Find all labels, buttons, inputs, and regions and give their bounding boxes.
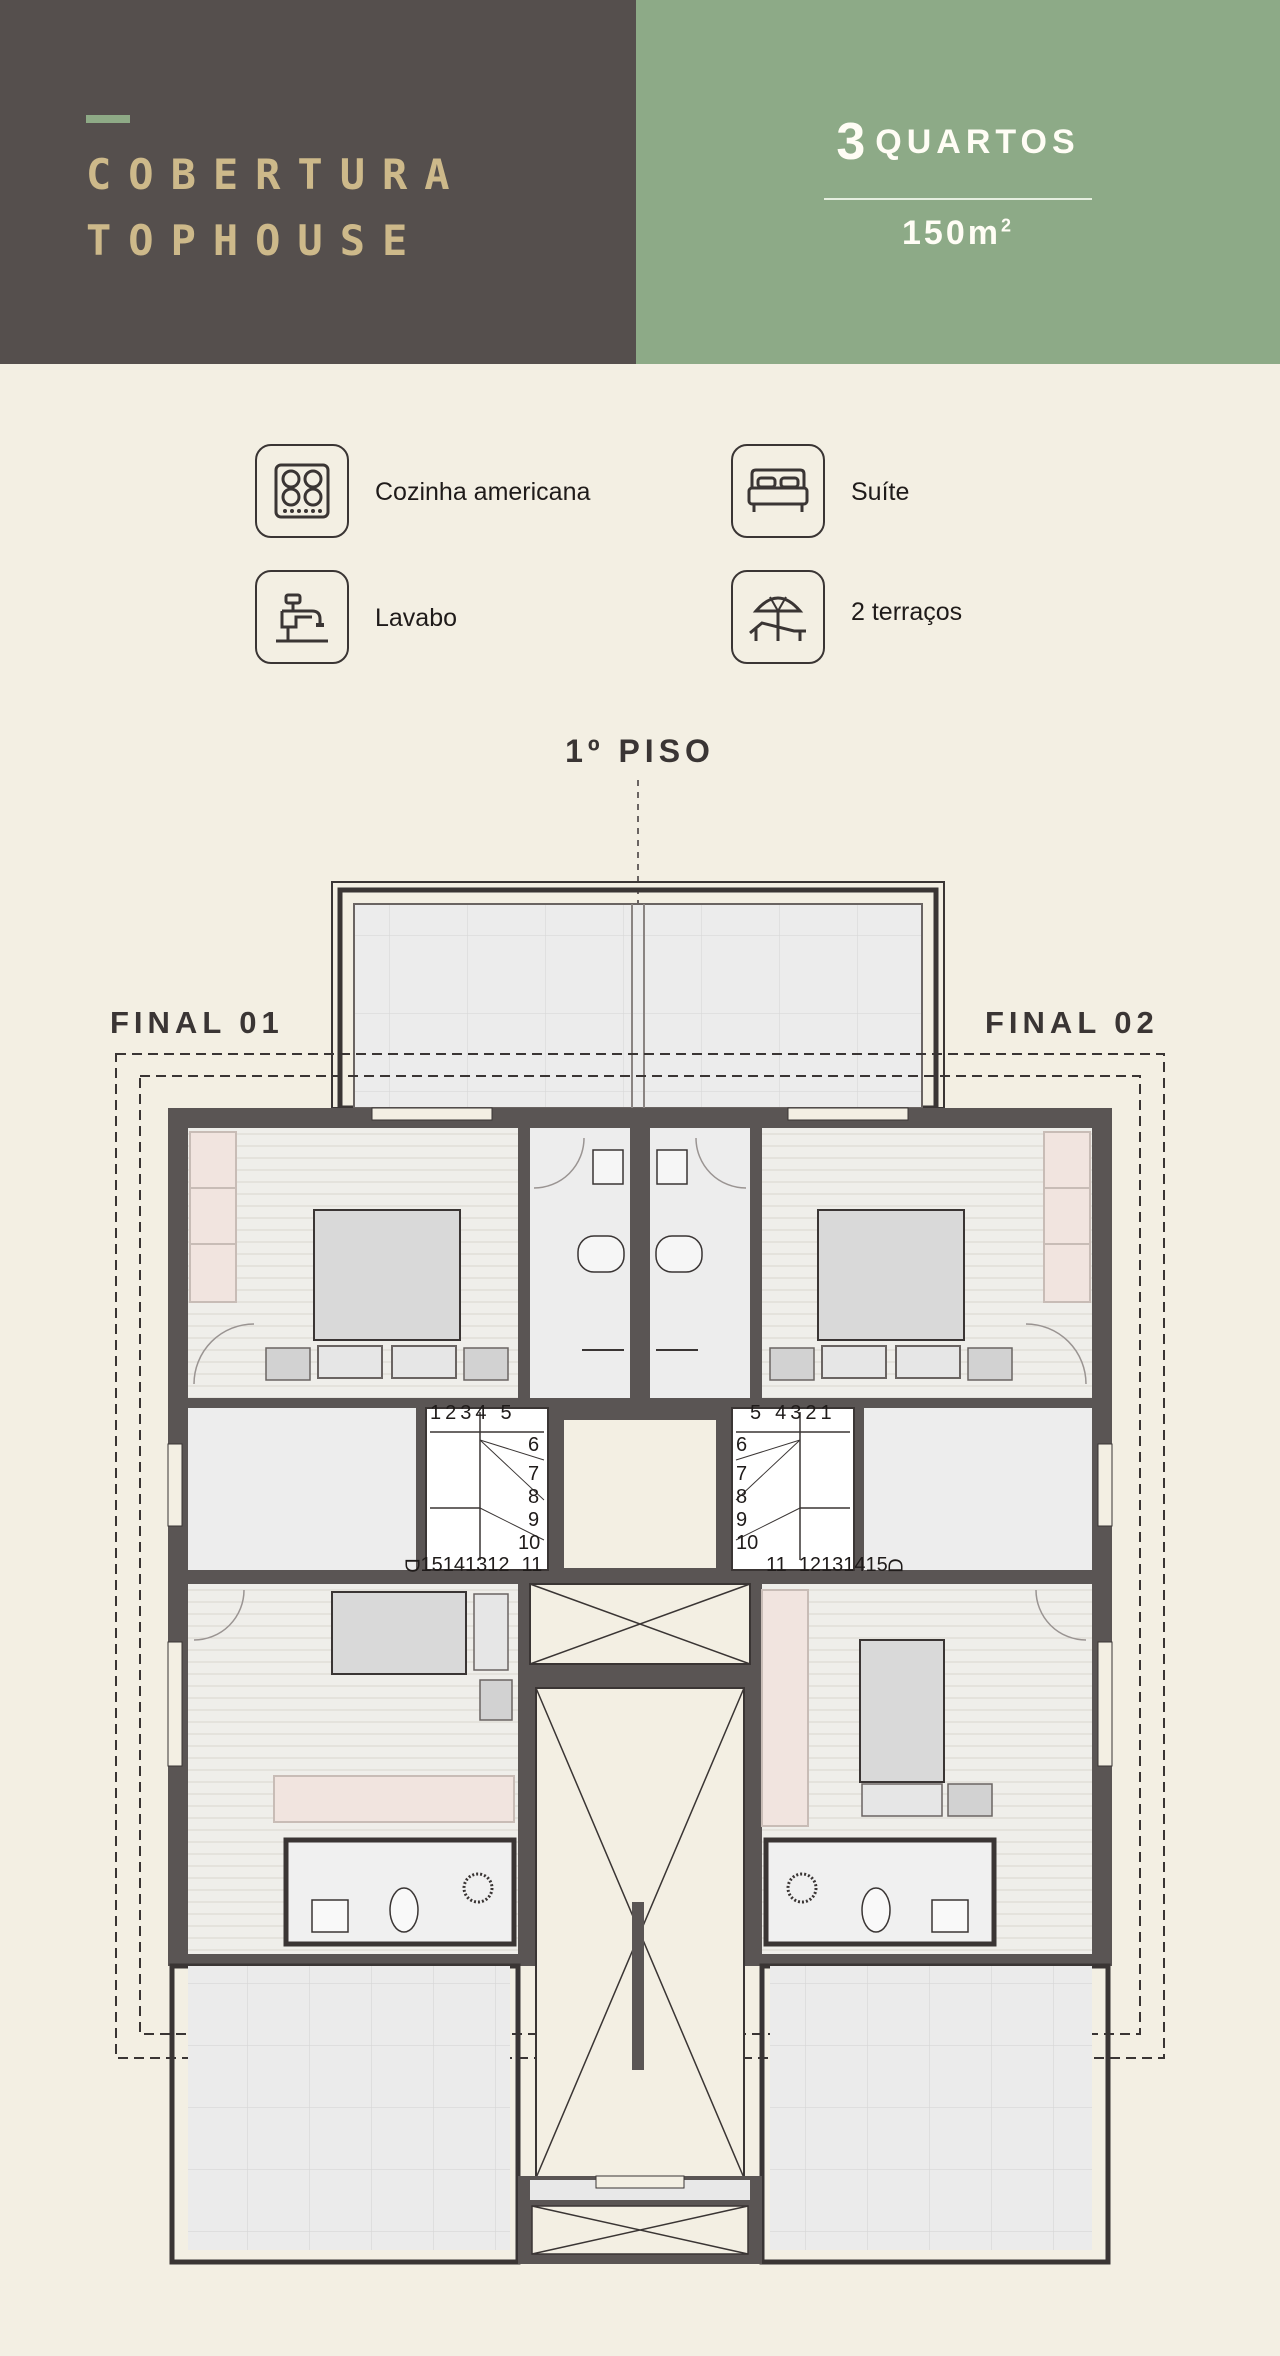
step-number: 2 (805, 1402, 817, 1424)
feature-label: Lavabo (375, 604, 458, 632)
step-number: 14 (843, 1554, 866, 1576)
step-number: 13 (821, 1554, 844, 1576)
single-bed-left (332, 1592, 466, 1674)
stairs-direction-marker: D (400, 1558, 423, 1573)
area-unit-superscript: 2 (1000, 215, 1014, 236)
stairs-left-bottom-numbers (400, 1554, 543, 1577)
feature-label: Suíte (851, 478, 910, 506)
stairs-direction-marker: D (885, 1558, 908, 1573)
step-number: 4 (475, 1402, 487, 1424)
step-number: 12 (798, 1554, 822, 1576)
stairs-right-bottom-numbers (766, 1554, 908, 1577)
terrace-left (188, 1966, 510, 2250)
double-bed-right (818, 1210, 964, 1340)
unit-left-label: FINAL 01 (110, 1005, 284, 1040)
wardrobe-lower-right (762, 1590, 808, 1826)
step-number: 6 (736, 1434, 748, 1456)
hall-right (864, 1408, 1092, 1573)
step-number: 11 (521, 1554, 543, 1576)
feature-label: 2 terraços (851, 598, 963, 626)
stairs-left-top-numbers (430, 1402, 512, 1425)
step-number: 7 (736, 1463, 748, 1485)
step-number: 5 (750, 1402, 762, 1424)
step-number: 15 (865, 1554, 888, 1576)
terrace-right (770, 1966, 1092, 2250)
unit-right-label: FINAL 02 (985, 1005, 1159, 1040)
step-number: 14 (442, 1554, 465, 1576)
area-value: 150m (902, 214, 1001, 252)
step-number: 2 (445, 1402, 457, 1424)
step-number: 5 (500, 1402, 512, 1424)
step-number: 11 (766, 1554, 787, 1576)
stairs-right-side-numbers (736, 1434, 758, 1555)
hall-left (188, 1408, 416, 1570)
wardrobe-lower-left (274, 1776, 514, 1822)
wardrobe-right (1044, 1132, 1090, 1302)
title-line-1: COBERTURA (86, 150, 467, 199)
stair-landing (564, 1420, 716, 1568)
step-number: 9 (528, 1509, 540, 1531)
upper-terrace (332, 882, 944, 1108)
step-number: 6 (528, 1434, 540, 1456)
step-number: 10 (518, 1532, 541, 1554)
step-number: 1 (430, 1402, 442, 1424)
central-column (632, 1902, 644, 2070)
step-number: 4 (775, 1402, 787, 1424)
single-bed-right (860, 1640, 944, 1782)
title-line-2: TOPHOUSE (86, 216, 425, 265)
stairs-left-side-numbers (518, 1434, 541, 1555)
step-number: 3 (790, 1402, 802, 1424)
step-number: 12 (487, 1554, 510, 1576)
step-number: 1 (820, 1402, 832, 1424)
step-number: 15 (420, 1554, 443, 1576)
step-number: 8 (528, 1486, 540, 1508)
step-number: 8 (736, 1486, 748, 1508)
double-bed-left (314, 1210, 460, 1340)
wardrobe-left (190, 1132, 236, 1302)
step-number: 9 (736, 1509, 748, 1531)
step-number: 10 (736, 1532, 759, 1554)
rooms-count: 3 (836, 113, 866, 171)
step-number: 13 (464, 1554, 488, 1576)
floor-label: 1º PISO (565, 733, 715, 769)
feature-label: Cozinha americana (375, 478, 591, 506)
step-number: 3 (460, 1402, 472, 1424)
step-number: 7 (528, 1463, 540, 1485)
stairs-right-top-numbers (750, 1402, 832, 1425)
rooms-label: QUARTOS (875, 122, 1080, 161)
